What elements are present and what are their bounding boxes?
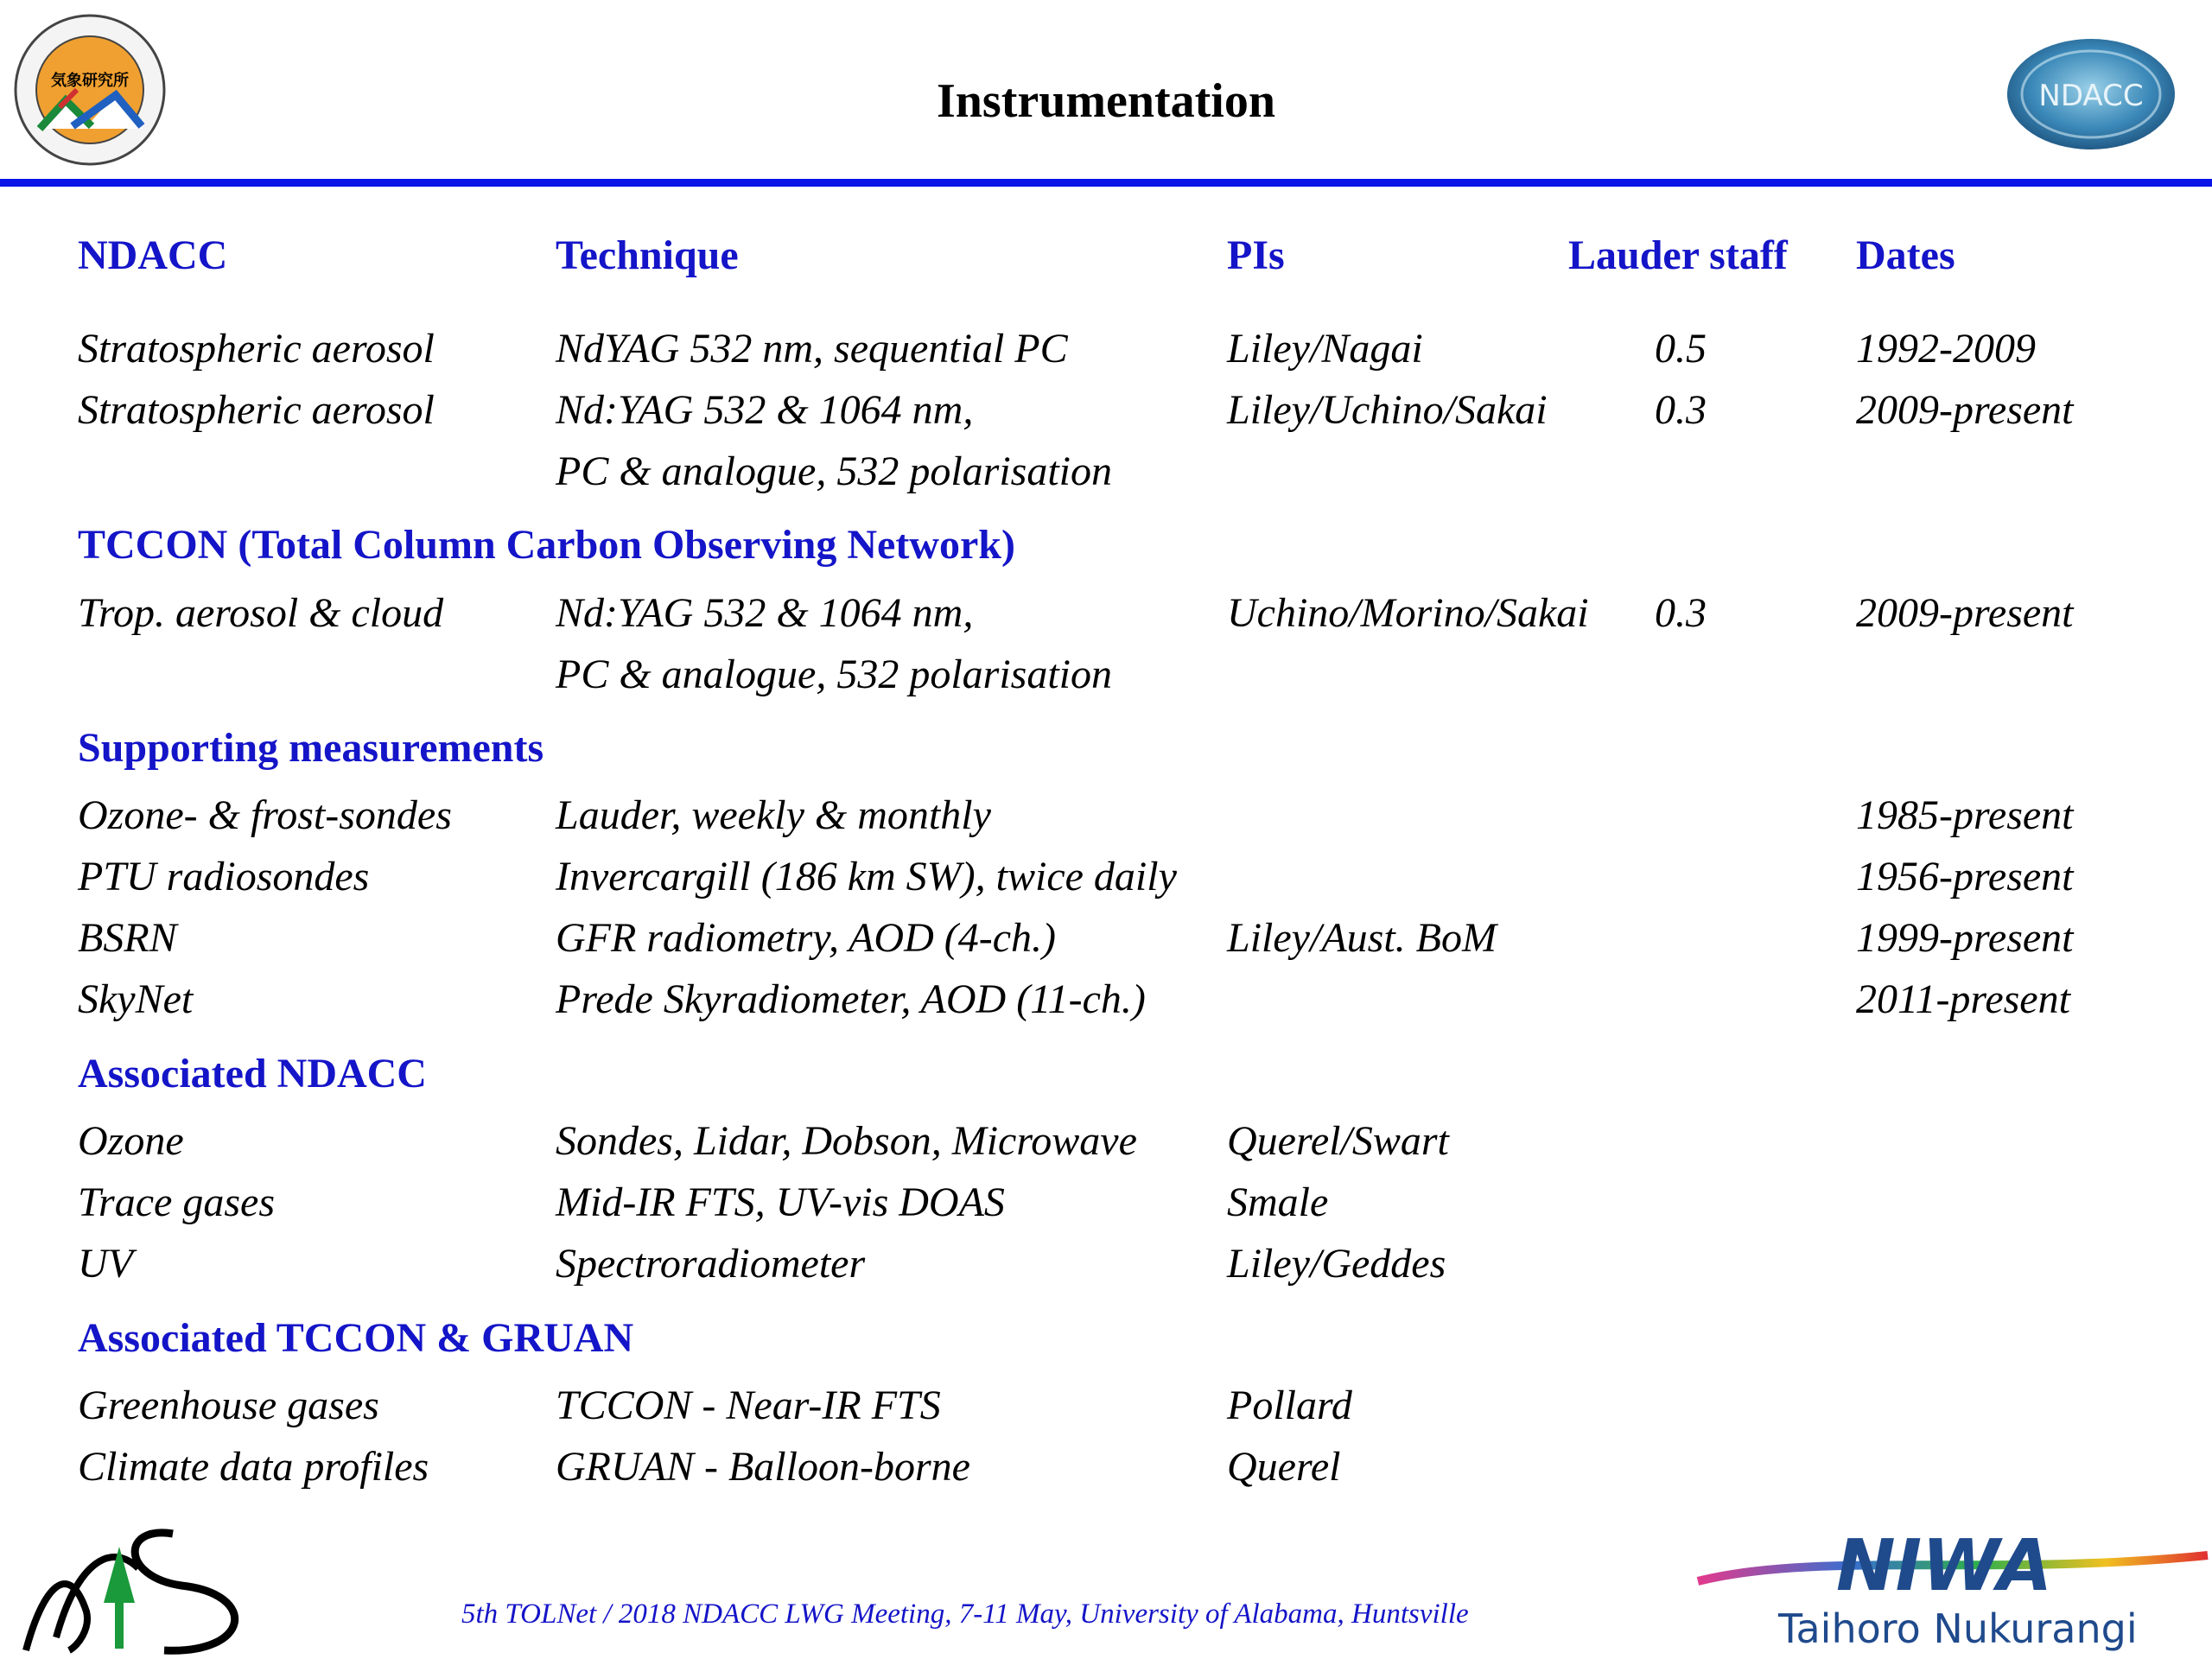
row-staff: 0.3 bbox=[1655, 387, 1707, 433]
row-technique: Nd:YAG 532 & 1064 nm, bbox=[556, 387, 974, 433]
title-divider bbox=[0, 179, 2212, 187]
row-technique: Invercargill (186 km SW), twice daily bbox=[556, 854, 1177, 899]
row-technique: NdYAG 532 nm, sequential PC bbox=[556, 326, 1068, 372]
header-technique: Technique bbox=[556, 232, 739, 278]
row-pis: Smale bbox=[1227, 1179, 1329, 1225]
header-dates: Dates bbox=[1856, 232, 1955, 278]
row-name: UV bbox=[78, 1241, 133, 1287]
row-dates: 2009-present bbox=[1856, 590, 2074, 636]
row-pis: Pollard bbox=[1227, 1382, 1352, 1428]
row-technique: Sondes, Lidar, Dobson, Microwave bbox=[556, 1118, 1137, 1164]
row-pis: Liley/Nagai bbox=[1227, 326, 1423, 372]
header-pis: PIs bbox=[1227, 232, 1285, 278]
row-name: Stratospheric aerosol bbox=[78, 326, 435, 372]
row-pis: Liley/Uchino/Sakai bbox=[1227, 387, 1548, 433]
footer-text: 5th TOLNet / 2018 NDACC LWG Meeting, 7-11 May, University of Alabama, Huntsville bbox=[461, 1599, 1469, 1630]
row-name: Stratospheric aerosol bbox=[78, 387, 435, 433]
row-name: BSRN bbox=[78, 915, 177, 961]
mri-logo-text: 気象研究所 bbox=[51, 72, 129, 90]
mes-logo bbox=[17, 1508, 259, 1655]
row-technique: Lauder, weekly & monthly bbox=[556, 792, 991, 838]
row-name: Climate data profiles bbox=[78, 1444, 429, 1490]
row-technique-cont: PC & analogue, 532 polarisation bbox=[556, 652, 1113, 697]
page-title: Instrumentation bbox=[936, 74, 1276, 128]
row-staff: 0.3 bbox=[1655, 590, 1707, 636]
row-name: Ozone bbox=[78, 1118, 184, 1164]
row-technique: Nd:YAG 532 & 1064 nm, bbox=[556, 590, 974, 636]
row-technique-cont: PC & analogue, 532 polarisation bbox=[556, 448, 1113, 494]
niwa-subtitle: Taihoro Nukurangi bbox=[1778, 1605, 2138, 1652]
row-name: Ozone- & frost-sondes bbox=[78, 792, 452, 838]
section-supporting: Supporting measurements bbox=[78, 725, 544, 771]
row-technique: Mid-IR FTS, UV-vis DOAS bbox=[556, 1179, 1005, 1225]
section-associated-ndacc: Associated NDACC bbox=[78, 1051, 427, 1096]
row-name: PTU radiosondes bbox=[78, 854, 370, 899]
row-name: Greenhouse gases bbox=[78, 1382, 379, 1428]
row-pis: Liley/Geddes bbox=[1227, 1241, 1446, 1287]
row-dates: 1985-present bbox=[1856, 792, 2074, 838]
row-name: Trop. aerosol & cloud bbox=[78, 590, 444, 636]
row-dates: 1999-present bbox=[1856, 915, 2074, 961]
ndacc-logo-text: NDACC bbox=[2038, 79, 2144, 113]
header-ndacc: NDACC bbox=[78, 232, 228, 278]
row-name: Trace gases bbox=[78, 1179, 275, 1225]
niwa-logo-text: NIWA bbox=[1836, 1525, 2053, 1607]
row-dates: 1956-present bbox=[1856, 854, 2074, 899]
section-tccon: TCCON (Total Column Carbon Observing Network) bbox=[78, 522, 1015, 568]
row-dates: 2009-present bbox=[1856, 387, 2074, 433]
row-pis: Querel/Swart bbox=[1227, 1118, 1449, 1164]
row-staff: 0.5 bbox=[1655, 326, 1707, 372]
row-pis: Querel bbox=[1227, 1444, 1341, 1490]
row-technique: Prede Skyradiometer, AOD (11-ch.) bbox=[556, 976, 1146, 1022]
row-pis: Uchino/Morino/Sakai bbox=[1227, 590, 1589, 636]
row-pis: Liley/Aust. BoM bbox=[1227, 915, 1497, 961]
row-technique: GFR radiometry, AOD (4-ch.) bbox=[556, 915, 1056, 961]
row-technique: Spectroradiometer bbox=[556, 1241, 866, 1287]
row-technique: TCCON - Near-IR FTS bbox=[556, 1382, 941, 1428]
row-name: SkyNet bbox=[78, 976, 194, 1022]
row-dates: 2011-present bbox=[1856, 976, 2070, 1022]
section-associated-tccon-gruan: Associated TCCON & GRUAN bbox=[78, 1315, 634, 1361]
row-dates: 1992-2009 bbox=[1856, 326, 2036, 372]
header-lauder-staff: Lauder staff bbox=[1568, 232, 1788, 278]
row-technique: GRUAN - Balloon-borne bbox=[556, 1444, 970, 1490]
